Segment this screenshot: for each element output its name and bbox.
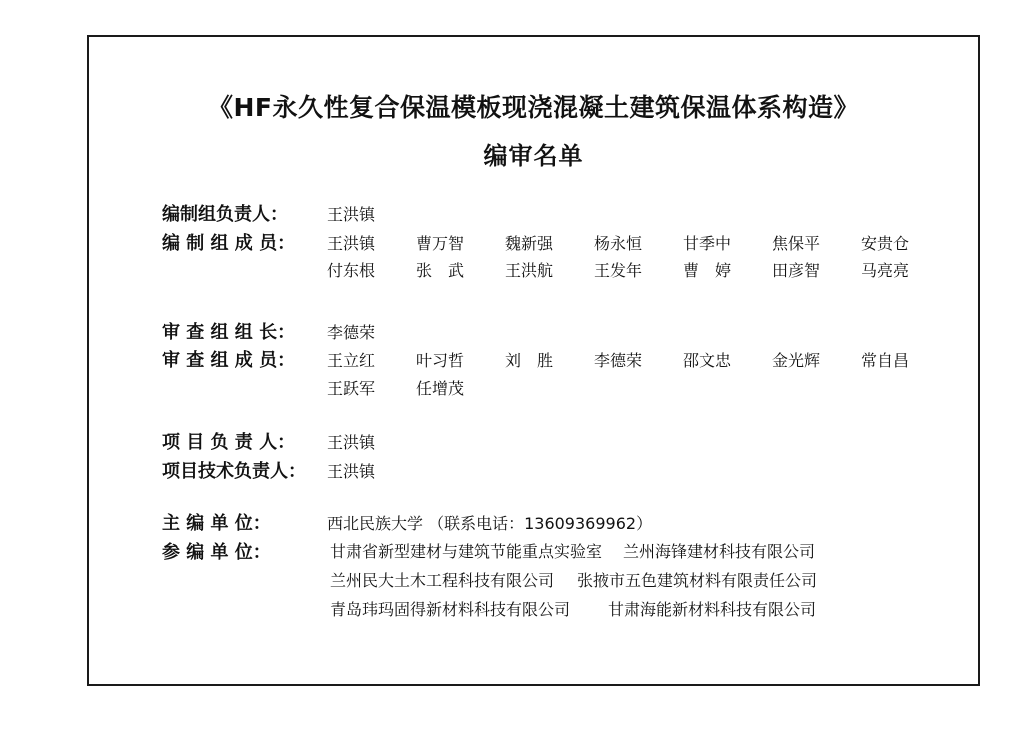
member-name: 曹万智 bbox=[416, 234, 465, 253]
review-lead-row bbox=[162, 318, 375, 344]
member-name: 王洪镇 bbox=[327, 234, 376, 253]
member-name: 王跃军 bbox=[327, 379, 376, 398]
member-name: 马亮亮 bbox=[861, 261, 910, 280]
compile-members-row-2 bbox=[162, 258, 950, 284]
compile-members-row-1 bbox=[162, 229, 950, 255]
member-name: 曹 婷 bbox=[683, 261, 732, 280]
document-subtitle: 编审名单 bbox=[483, 142, 584, 170]
compile-lead-row bbox=[162, 200, 375, 226]
member-name: 张 武 bbox=[416, 261, 465, 280]
review-members-row-2 bbox=[162, 376, 505, 402]
review-lead-value: 李德荣 bbox=[327, 323, 376, 342]
project-lead-label: 项 目 负 责 人： bbox=[162, 432, 296, 453]
chief-unit-label: 主 编 单 位： bbox=[162, 513, 271, 534]
compile-members-names-2 bbox=[327, 258, 950, 281]
member-name: 李德荣 bbox=[594, 351, 643, 370]
participating-units-row bbox=[162, 538, 327, 564]
compile-lead-label: 编制组负责人： bbox=[162, 204, 288, 225]
compile-members-names-1 bbox=[327, 231, 950, 254]
review-members-names-1 bbox=[327, 348, 950, 371]
project-tech-lead-row bbox=[162, 457, 375, 483]
member-name: 王立红 bbox=[327, 351, 376, 370]
participating-units-label: 参 编 单 位： bbox=[162, 542, 271, 563]
project-lead-row bbox=[162, 428, 375, 454]
member-name: 邵文忠 bbox=[683, 351, 732, 370]
participating-unit: 张掖市五色建筑材料有限责任公司 bbox=[577, 571, 818, 590]
participating-unit: 兰州海锋建材科技有限公司 bbox=[623, 542, 816, 561]
member-name: 常自昌 bbox=[861, 351, 910, 370]
member-name: 安贵仓 bbox=[861, 234, 910, 253]
member-name: 田彦智 bbox=[772, 261, 821, 280]
member-name: 甘季中 bbox=[683, 234, 732, 253]
participating-unit: 兰州民大土木工程科技有限公司 bbox=[330, 571, 555, 590]
project-tech-lead-label: 项目技术负责人： bbox=[162, 461, 306, 482]
review-members-row-1 bbox=[162, 346, 950, 372]
member-name: 魏新强 bbox=[505, 234, 554, 253]
member-name: 王洪航 bbox=[505, 261, 554, 280]
project-tech-lead-value: 王洪镇 bbox=[327, 462, 376, 481]
member-name: 刘 胜 bbox=[505, 351, 554, 370]
chief-unit-value: 西北民族大学 （联系电话：13609369962） bbox=[327, 514, 653, 533]
document-title: 《HF永久性复合保温模板现浇混凝土建筑保温体系构造》 bbox=[207, 93, 859, 122]
participating-unit: 甘肃海能新材料科技有限公司 bbox=[608, 600, 817, 619]
member-name: 任增茂 bbox=[416, 379, 465, 398]
compile-members-label: 编 制 组 成 员： bbox=[162, 233, 296, 254]
member-name: 杨永恒 bbox=[594, 234, 643, 253]
project-lead-value: 王洪镇 bbox=[327, 433, 376, 452]
member-name: 焦保平 bbox=[772, 234, 821, 253]
member-name: 王发年 bbox=[594, 261, 643, 280]
review-members-label: 审 查 组 成 员： bbox=[162, 350, 296, 371]
participating-unit: 青岛玮玛固得新材料科技有限公司 bbox=[330, 600, 571, 619]
member-name: 付东根 bbox=[327, 261, 376, 280]
member-name: 叶习哲 bbox=[416, 351, 465, 370]
review-members-names-2 bbox=[327, 376, 505, 399]
member-name: 金光辉 bbox=[772, 351, 821, 370]
chief-unit-row bbox=[162, 509, 652, 535]
review-lead-label: 审 查 组 组 长： bbox=[162, 322, 296, 343]
participating-unit: 甘肃省新型建材与建筑节能重点实验室 bbox=[330, 542, 603, 561]
compile-lead-value: 王洪镇 bbox=[327, 205, 376, 224]
